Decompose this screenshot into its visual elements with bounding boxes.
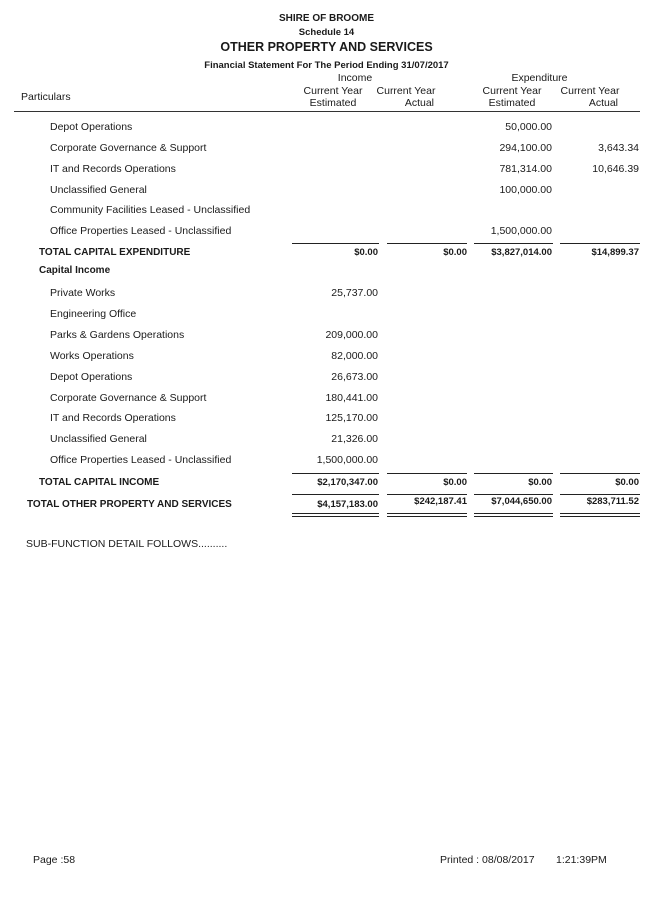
double-rule xyxy=(387,513,467,514)
total-capital-income-row xyxy=(0,477,653,495)
row-label: Office Properties Leased - Unclassified xyxy=(50,454,232,466)
total-rule xyxy=(560,473,640,474)
double-rule xyxy=(560,516,640,517)
total-rule xyxy=(560,243,640,244)
cell-income-estimated: 26,673.00 xyxy=(331,371,378,383)
cell-exp-estimated: $7,044,650.00 xyxy=(491,496,552,507)
row-label: IT and Records Operations xyxy=(50,163,176,175)
total-rule xyxy=(292,473,379,474)
printed-date: Printed : 08/08/2017 xyxy=(440,854,535,866)
cell-income-estimated: 25,737.00 xyxy=(331,287,378,299)
col-exp-actual-l1: Current Year xyxy=(560,85,620,97)
schedule-label: Schedule 14 xyxy=(298,27,355,38)
row-label: Unclassified General xyxy=(50,433,147,445)
row-label: Engineering Office xyxy=(50,308,137,320)
cell-income-actual: $242,187.41 xyxy=(414,496,467,507)
income-group-header: Income xyxy=(337,72,373,84)
total-rule xyxy=(474,494,553,495)
cell-income-estimated: 21,326.00 xyxy=(331,433,378,445)
table-row xyxy=(0,350,653,368)
row-label: Private Works xyxy=(50,287,116,299)
grand-total-row xyxy=(0,496,653,517)
row-label: TOTAL CAPITAL EXPENDITURE xyxy=(39,247,191,258)
row-label: Parks & Gardens Operations xyxy=(50,329,185,341)
total-rule xyxy=(387,494,467,495)
col-exp-actual-l2: Actual xyxy=(588,97,618,109)
col-income-estimated-l1: Current Year xyxy=(303,85,363,97)
report-subtitle: Financial Statement For The Period Ending 31/07/2017 xyxy=(204,60,449,71)
table-row xyxy=(0,121,653,139)
row-label: Community Facilities Leased - Unclassified xyxy=(50,204,251,216)
cell-income-estimated: $4,157,183.00 xyxy=(317,499,378,510)
printed-time: 1:21:39PM xyxy=(556,854,607,866)
cell-income-estimated: 209,000.00 xyxy=(325,329,378,341)
cell-income-estimated: $0.00 xyxy=(354,247,378,258)
row-label: Depot Operations xyxy=(50,121,133,133)
cell-exp-estimated: 1,500,000.00 xyxy=(490,225,552,237)
table-row xyxy=(0,308,653,326)
table-row xyxy=(0,454,653,472)
cell-income-estimated: 82,000.00 xyxy=(331,350,378,362)
col-income-actual-l2: Actual xyxy=(404,97,434,109)
table-row xyxy=(0,142,653,160)
row-label: TOTAL OTHER PROPERTY AND SERVICES xyxy=(27,499,232,510)
cell-income-estimated: 125,170.00 xyxy=(325,412,378,424)
org-name: SHIRE OF BROOME xyxy=(278,13,374,24)
row-label: Office Properties Leased - Unclassified xyxy=(50,225,232,237)
cell-exp-estimated: 294,100.00 xyxy=(499,142,552,154)
col-income-estimated-l2: Estimated xyxy=(309,97,357,109)
table-row xyxy=(0,287,653,305)
table-row xyxy=(0,412,653,430)
table-row xyxy=(0,371,653,389)
row-label: Depot Operations xyxy=(50,371,133,383)
double-rule xyxy=(560,513,640,514)
total-capital-expenditure-row xyxy=(0,247,653,265)
col-exp-estimated-l1: Current Year xyxy=(482,85,542,97)
particulars-header: Particulars xyxy=(21,91,71,103)
report-title: OTHER PROPERTY AND SERVICES xyxy=(220,40,433,54)
double-rule xyxy=(387,516,467,517)
section-label: Capital Income xyxy=(39,265,111,276)
table-row xyxy=(0,225,653,243)
table-row xyxy=(0,163,653,181)
double-rule xyxy=(292,513,379,514)
table-row xyxy=(0,392,653,410)
cell-exp-actual: 10,646.39 xyxy=(592,163,639,175)
cell-income-estimated: $2,170,347.00 xyxy=(317,477,378,488)
sub-function-note: SUB-FUNCTION DETAIL FOLLOWS.......... xyxy=(26,538,228,550)
total-rule xyxy=(292,494,379,495)
row-label: Corporate Governance & Support xyxy=(50,142,207,154)
cell-exp-estimated: 781,314.00 xyxy=(499,163,552,175)
cell-exp-actual: $283,711.52 xyxy=(586,496,639,507)
table-row xyxy=(0,433,653,451)
cell-income-actual: $0.00 xyxy=(443,477,467,488)
page-number: Page :58 xyxy=(33,854,76,866)
col-income-actual-l1: Current Year xyxy=(376,85,436,97)
cell-income-estimated: 180,441.00 xyxy=(325,392,378,404)
cell-exp-estimated: $0.00 xyxy=(528,477,552,488)
total-rule xyxy=(474,473,553,474)
row-label: Unclassified General xyxy=(50,184,147,196)
total-rule xyxy=(292,243,379,244)
cell-exp-actual: $14,899.37 xyxy=(591,247,639,258)
cell-income-estimated: 1,500,000.00 xyxy=(316,454,378,466)
row-label: Works Operations xyxy=(50,350,134,362)
double-rule xyxy=(292,516,379,517)
cell-income-actual: $0.00 xyxy=(443,247,467,258)
total-rule xyxy=(474,243,553,244)
cell-exp-estimated: $3,827,014.00 xyxy=(491,247,552,258)
cell-exp-estimated: 50,000.00 xyxy=(505,121,552,133)
table-row xyxy=(0,204,653,222)
section-heading xyxy=(0,265,653,283)
expenditure-group-header: Expenditure xyxy=(511,72,568,84)
cell-exp-actual: $0.00 xyxy=(615,477,639,488)
total-rule xyxy=(387,473,467,474)
double-rule xyxy=(474,513,553,514)
header-rule xyxy=(14,111,640,112)
total-rule xyxy=(560,494,640,495)
row-label: IT and Records Operations xyxy=(50,412,176,424)
row-label: TOTAL CAPITAL INCOME xyxy=(39,477,160,488)
cell-exp-estimated: 100,000.00 xyxy=(499,184,552,196)
cell-exp-actual: 3,643.34 xyxy=(598,142,639,154)
table-row xyxy=(0,184,653,202)
col-exp-estimated-l2: Estimated xyxy=(488,97,536,109)
table-row xyxy=(0,329,653,347)
double-rule xyxy=(474,516,553,517)
total-rule xyxy=(387,243,467,244)
row-label: Corporate Governance & Support xyxy=(50,392,207,404)
